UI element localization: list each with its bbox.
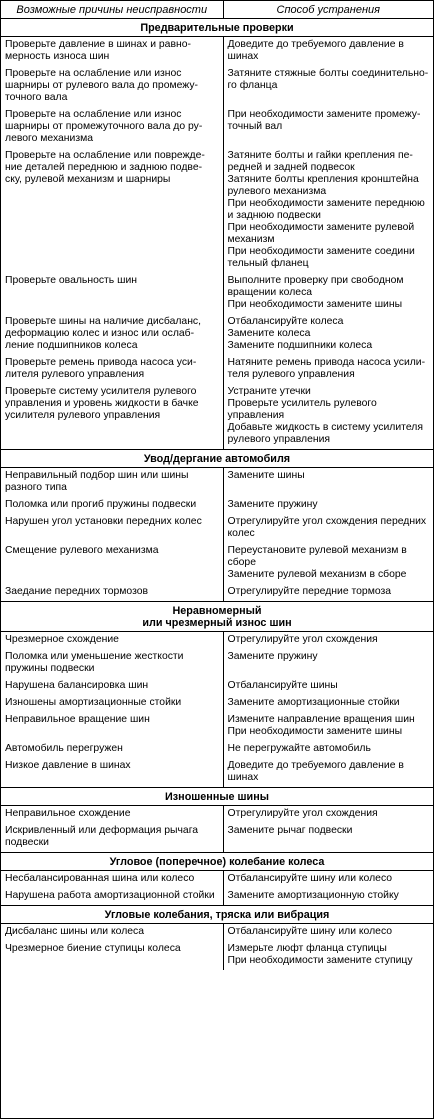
table-row (1, 632, 433, 650)
remedy-item: Доведите до требуемого давление в шинах (227, 39, 404, 62)
remedy-item: Доведите до требуемого давление в шинах (227, 760, 404, 783)
remedy-cell (223, 468, 433, 498)
remedy-item: Измените направление вращения шин (227, 714, 415, 725)
remedy-item: При необходимости замените промежу-точный вал (227, 109, 421, 132)
remedy-cell (223, 384, 433, 450)
remedy-item: Отрегулируйте угол схождения (227, 634, 378, 645)
remedy-item: При необходимости замените шины (227, 726, 403, 737)
remedy-item: Отбалансируйте шину или колесо (227, 926, 393, 937)
table-row (1, 468, 433, 498)
table-row (1, 66, 433, 107)
remedy-cell (223, 888, 433, 906)
cause-cell: Проверьте на ослабление или поврежде-ние деталей переднюю и заднюю подве-ску, рулевой механизм и шарниры (1, 148, 223, 273)
remedy-cell (223, 941, 433, 970)
cause-cell: Нарушен угол установки передних колес (1, 514, 223, 543)
table-row (1, 148, 433, 273)
table-row (1, 543, 433, 584)
cause-cell: Поломка или уменьшение жесткости пружины подвески (1, 649, 223, 678)
section-title: Предварительные проверки (1, 19, 433, 37)
remedy-item: Не перегружайте автомобиль (227, 743, 371, 754)
remedy-cell (223, 37, 433, 67)
cause-cell: Неправильное схождение (1, 806, 223, 824)
remedy-item: Замените рулевой механизм в сборе (227, 569, 407, 580)
cause-cell: Изношены амортизационные стойки (1, 695, 223, 712)
remedy-item: Добавьте жидкость в систему усилителя рулевого управления (227, 422, 423, 445)
cause-cell: Чрезмерное биение ступицы колеса (1, 941, 223, 970)
table-row (1, 695, 433, 712)
cause-cell: Чрезмерное схождение (1, 632, 223, 650)
table-row (1, 497, 433, 514)
remedy-item: При необходимости замените рулевой механизм (227, 222, 415, 245)
remedy-item: Замените амортизационную стойку (227, 890, 399, 901)
cause-cell: Проверьте давление в шинах и равно-мерность износа шин (1, 37, 223, 67)
remedy-item: Замените шины (227, 470, 305, 481)
remedy-item: Замените пружину (227, 499, 318, 510)
section-header (1, 19, 433, 37)
remedy-item: Замените подшипники колеса (227, 340, 373, 351)
table-row (1, 758, 433, 788)
table-row (1, 355, 433, 384)
cause-cell: Проверьте шины на наличие дисбаланс, деформацию колес и износ или ослаб-ление подшипников колеса (1, 314, 223, 355)
section-header (1, 602, 433, 632)
section-title-line: или чрезмерный износ шин (142, 617, 292, 629)
table-row (1, 107, 433, 148)
section-header (1, 906, 433, 924)
cause-cell: Проверьте на ослабление или износ шарниры от рулевого вала до промежу-точного вала (1, 66, 223, 107)
remedy-cell (223, 314, 433, 355)
table-row (1, 924, 433, 942)
remedy-cell (223, 649, 433, 678)
remedy-item: При необходимости замените ступицу (227, 955, 413, 966)
header-remedy: Способ устранения (223, 1, 433, 19)
section-header (1, 853, 433, 871)
table-row (1, 584, 433, 602)
section-title: Угловое (поперечное) колебание колеса (1, 853, 433, 871)
section-title-line: Неравномерный (172, 605, 262, 617)
remedy-cell (223, 758, 433, 788)
table-row (1, 741, 433, 758)
cause-cell: Заедание передних тормозов (1, 584, 223, 602)
remedy-cell (223, 584, 433, 602)
remedy-cell (223, 741, 433, 758)
cause-cell: Неправильное вращение шин (1, 712, 223, 741)
cause-cell: Проверьте на ослабление или износ шарниры от промежуточного вала до ру-левого механизма (1, 107, 223, 148)
cause-cell: Проверьте ремень привода насоса уси-лителя рулевого управления (1, 355, 223, 384)
table-header-row (1, 1, 433, 19)
cause-cell: Проверьте систему усилителя рулевого управления и уровень жидкости в бачке усилителя рулевого управления (1, 384, 223, 450)
cause-cell: Автомобиль перегружен (1, 741, 223, 758)
cause-cell: Искривленный или деформация рычага подвески (1, 823, 223, 853)
remedy-cell (223, 66, 433, 107)
remedy-cell (223, 355, 433, 384)
remedy-cell (223, 107, 433, 148)
troubleshooting-table (1, 1, 433, 970)
remedy-item: При необходимости замените переднюю и заднюю подвески (227, 198, 425, 221)
cause-cell: Смещение рулевого механизма (1, 543, 223, 584)
section-title: Угловые колебания, тряска или вибрация (1, 906, 433, 924)
table-row (1, 941, 433, 970)
section-header (1, 788, 433, 806)
remedy-item: Устраните утечки (227, 386, 311, 397)
remedy-item: Отрегулируйте угол схождения (227, 808, 378, 819)
remedy-item: Отрегулируйте передние тормоза (227, 586, 392, 597)
section-title: Увод/дергание автомобиля (1, 450, 433, 468)
remedy-item: Замените рычаг подвески (227, 825, 353, 836)
remedy-cell (223, 695, 433, 712)
table-row (1, 273, 433, 314)
table-row (1, 823, 433, 853)
table-row (1, 37, 433, 67)
remedy-cell (223, 148, 433, 273)
cause-cell: Несбалансированная шина или колесо (1, 871, 223, 889)
table-row (1, 314, 433, 355)
table-row (1, 871, 433, 889)
remedy-item: Замените амортизационные стойки (227, 697, 400, 708)
remedy-item: При необходимости замените соедини тельный фланец (227, 246, 415, 269)
cause-cell: Проверьте овальность шин (1, 273, 223, 314)
section-title (1, 602, 433, 632)
remedy-cell (223, 823, 433, 853)
remedy-cell (223, 806, 433, 824)
remedy-item: Замените пружину (227, 651, 318, 662)
remedy-cell (223, 632, 433, 650)
remedy-item: Отрегулируйте угол схождения передних колес (227, 516, 427, 539)
table-row (1, 384, 433, 450)
remedy-cell (223, 678, 433, 695)
remedy-cell (223, 871, 433, 889)
remedy-cell (223, 497, 433, 514)
table-row (1, 678, 433, 695)
remedy-item: Отбалансируйте колеса (227, 316, 344, 327)
table-row (1, 712, 433, 741)
cause-cell: Дисбаланс шины или колеса (1, 924, 223, 942)
remedy-item: Затяните болты крепления кронштейна рулевого механизма (227, 174, 419, 197)
remedy-cell (223, 543, 433, 584)
remedy-cell (223, 514, 433, 543)
remedy-cell (223, 273, 433, 314)
remedy-item: Переустановите рулевой механизм в сборе (227, 545, 407, 568)
table-row (1, 649, 433, 678)
remedy-cell (223, 712, 433, 741)
table-body (1, 19, 433, 971)
table-row (1, 888, 433, 906)
cause-cell: Низкое давление в шинах (1, 758, 223, 788)
remedy-item: Натяните ремень привода насоса усили-теля рулевого управления (227, 357, 426, 380)
section-header (1, 450, 433, 468)
header-cause: Возможные причины неисправности (1, 1, 223, 19)
remedy-item: Отбалансируйте шины (227, 680, 338, 691)
table-row (1, 514, 433, 543)
cause-cell: Поломка или прогиб пружины подвески (1, 497, 223, 514)
table-row (1, 806, 433, 824)
cause-cell: Нарушена балансировка шин (1, 678, 223, 695)
remedy-item: Затяните стяжные болты соединительно-го фланца (227, 68, 429, 91)
remedy-item: Проверьте усилитель рулевого управления (227, 398, 377, 421)
cause-cell: Неправильный подбор шин или шины разного типа (1, 468, 223, 498)
cause-cell: Нарушена работа амортизационной стойки (1, 888, 223, 906)
remedy-cell (223, 924, 433, 942)
remedy-item: Отбалансируйте шину или колесо (227, 873, 393, 884)
remedy-item: Затяните болты и гайки крепления пе-редней и задней подвесок (227, 150, 413, 173)
remedy-item: Выполните проверку при свободном вращении колеса (227, 275, 404, 298)
remedy-item: Измерьте люфт фланца ступицы (227, 943, 387, 954)
section-title: Изношенные шины (1, 788, 433, 806)
remedy-item: При необходимости замените шины (227, 299, 403, 310)
remedy-item: Замените колеса (227, 328, 311, 339)
